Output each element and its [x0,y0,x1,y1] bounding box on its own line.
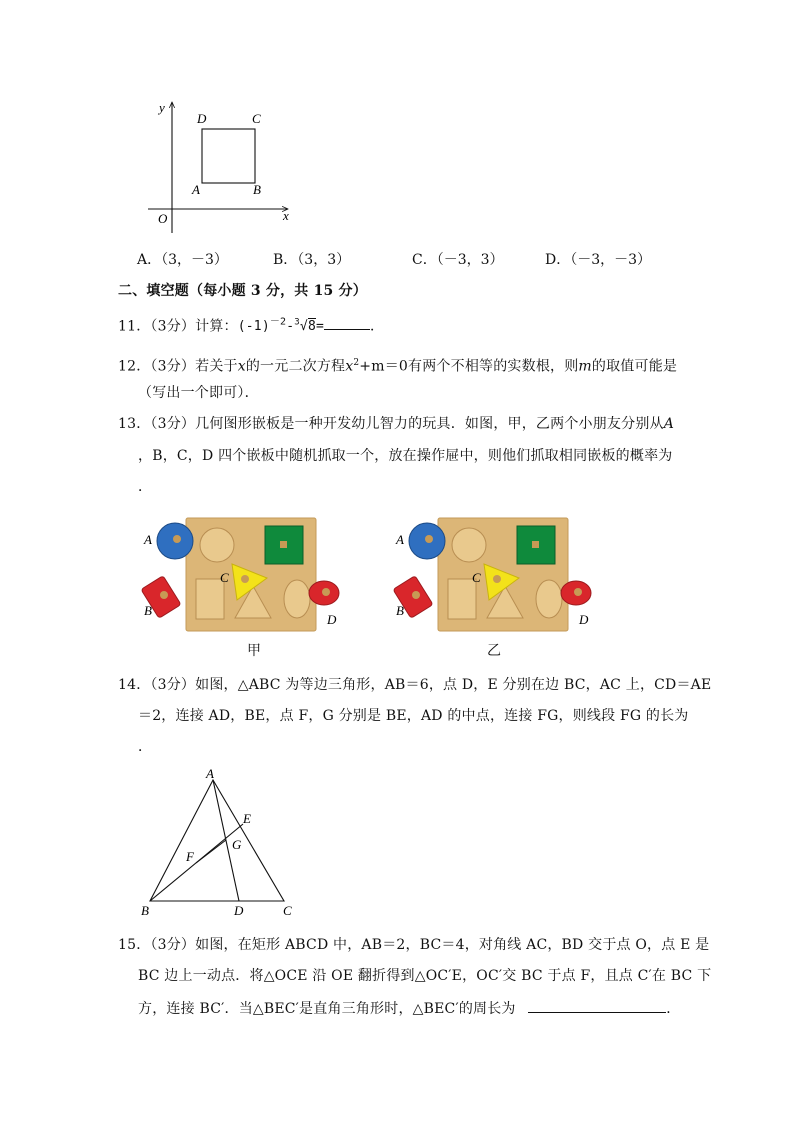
point-g-label: G [232,837,242,852]
y-axis-label: y [159,100,165,115]
label-c: C [220,570,229,585]
question-13-line-1 [118,415,674,433]
rect-slot [448,579,476,619]
segment-fg [196,840,226,863]
oval-slot [536,580,562,618]
vertex-a-label: A [206,768,214,781]
q12-eq-rest: +m＝0 [359,358,409,375]
blue-circle-knob [173,535,181,543]
q12-text-d: 的取值可能是 [591,358,678,375]
circle-slot [200,528,234,562]
point-f-label: F [186,849,194,864]
caption-jia: 甲 [247,643,261,659]
point-b-label: B [253,182,261,197]
q12-var-m: m [578,358,592,375]
x-axis-label: x [283,208,289,223]
q15-text: 方，连接 BC′．当△BEC′是直角三角形时，△BEC′的周长为 [138,1001,516,1017]
vertex-c-label: C [283,903,292,918]
yellow-triangle-knob [241,575,249,583]
oval-slot [284,580,310,618]
question-14-line-3: ． [138,739,153,755]
question-15-line-2: BC 边上一动点．将△OCE 沿 OE 翻折得到△OC′E，OC′交 BC 于点 F，且点 C′在 BC 下 [138,968,712,984]
point-d-label: D [197,111,207,126]
q12-text-c: 有两个不相等的实数根，则 [408,358,579,375]
q12-text-a: 12．（3分）若关于 [118,358,238,375]
q11-prefix: 11．（3分）计算： [118,318,238,335]
q11-root-index: 3 [294,318,300,328]
yellow-triangle-knob [493,575,501,583]
red-oval-knob [574,588,582,596]
label-b: B [396,603,404,618]
vertex-b-label: B [141,903,149,918]
label-d: D [327,612,337,627]
square-abcd [202,129,255,183]
q13-text: 13．（3分）几何图形嵌板是一种开发幼儿智力的玩具．如图，甲，乙两个小朋友分别从 [118,416,664,432]
caption-yi: 乙 [487,643,501,659]
q11-minus: - [286,319,295,335]
red-oval-knob [322,588,330,596]
label-c: C [472,570,481,585]
q11-equals: = [315,319,325,335]
option-a[interactable]: A．（3，－3） [137,252,228,268]
q12-eq-sup: 2 [353,358,360,368]
option-c[interactable]: C．（－3，3） [412,252,504,268]
question-15-line-1: 15．（3分）如图，在矩形 ABCD 中，AB＝2，BC＝4，对角线 AC，BD 交于点 O，点 E 是 [118,937,710,953]
red-rect-knob [160,591,168,599]
question-14-line-1: 14．（3分）如图，△ABC 为等边三角形，AB＝6，点 D，E 分别在边 BC，AC 上，CD＝AE [118,677,712,693]
radical-sign: √ [299,319,308,335]
label-a: A [396,532,404,547]
answer-blank-15[interactable] [528,998,666,1013]
q12-text-b: 的一元二次方程 [245,358,346,375]
question-12-line-1 [118,354,677,376]
board-figure-left [140,512,350,638]
question-13-line-3: ． [138,479,153,495]
circle-slot [452,528,486,562]
answer-blank-11[interactable] [324,315,370,330]
q11-base: (-1) [237,319,270,335]
rect-slot [196,579,224,619]
origin-label: O [158,211,168,226]
q11-radicand: 8 [307,319,316,335]
red-rect-knob [412,591,420,599]
q12-var-x: x [237,358,246,375]
green-square-knob [280,541,287,548]
option-d[interactable]: D．（－3，－3） [545,252,652,268]
coordinate-figure [140,96,310,238]
label-a: A [144,532,152,547]
q12-eq-x: x [345,358,354,375]
section-heading: 二、填空题（每小题 3 分，共 15 分） [118,283,367,299]
point-a-label: A [192,182,200,197]
green-square-knob [532,541,539,548]
label-b: B [144,603,152,618]
q11-expression [238,319,324,334]
board-figure-right [392,512,602,638]
point-e-label: E [243,811,251,826]
question-15-line-3 [138,998,680,1018]
q11-exponent: －2 [269,317,287,328]
option-b[interactable]: B．（3，3） [273,252,351,268]
q13-var-a: A [663,416,675,432]
triangle-figure [136,768,306,920]
q11-end: ． [370,318,385,335]
label-d: D [579,612,589,627]
point-d-label: D [234,903,244,918]
question-14-line-2: ＝2，连接 AD，BE，点 F，G 分别是 BE，AD 的中点，连接 FG，则线段 FG 的长为 [138,708,689,724]
point-c-label: C [252,111,261,126]
q15-end: ． [666,1001,681,1017]
question-12-line-2: （写出一个即可）． [138,385,259,401]
question-11 [118,314,384,336]
question-13-line-2: ，B，C，D 四个嵌板中随机抓取一个，放在操作屉中，则他们抓取相同嵌板的概率为 [138,448,673,464]
blue-circle-knob [425,535,433,543]
